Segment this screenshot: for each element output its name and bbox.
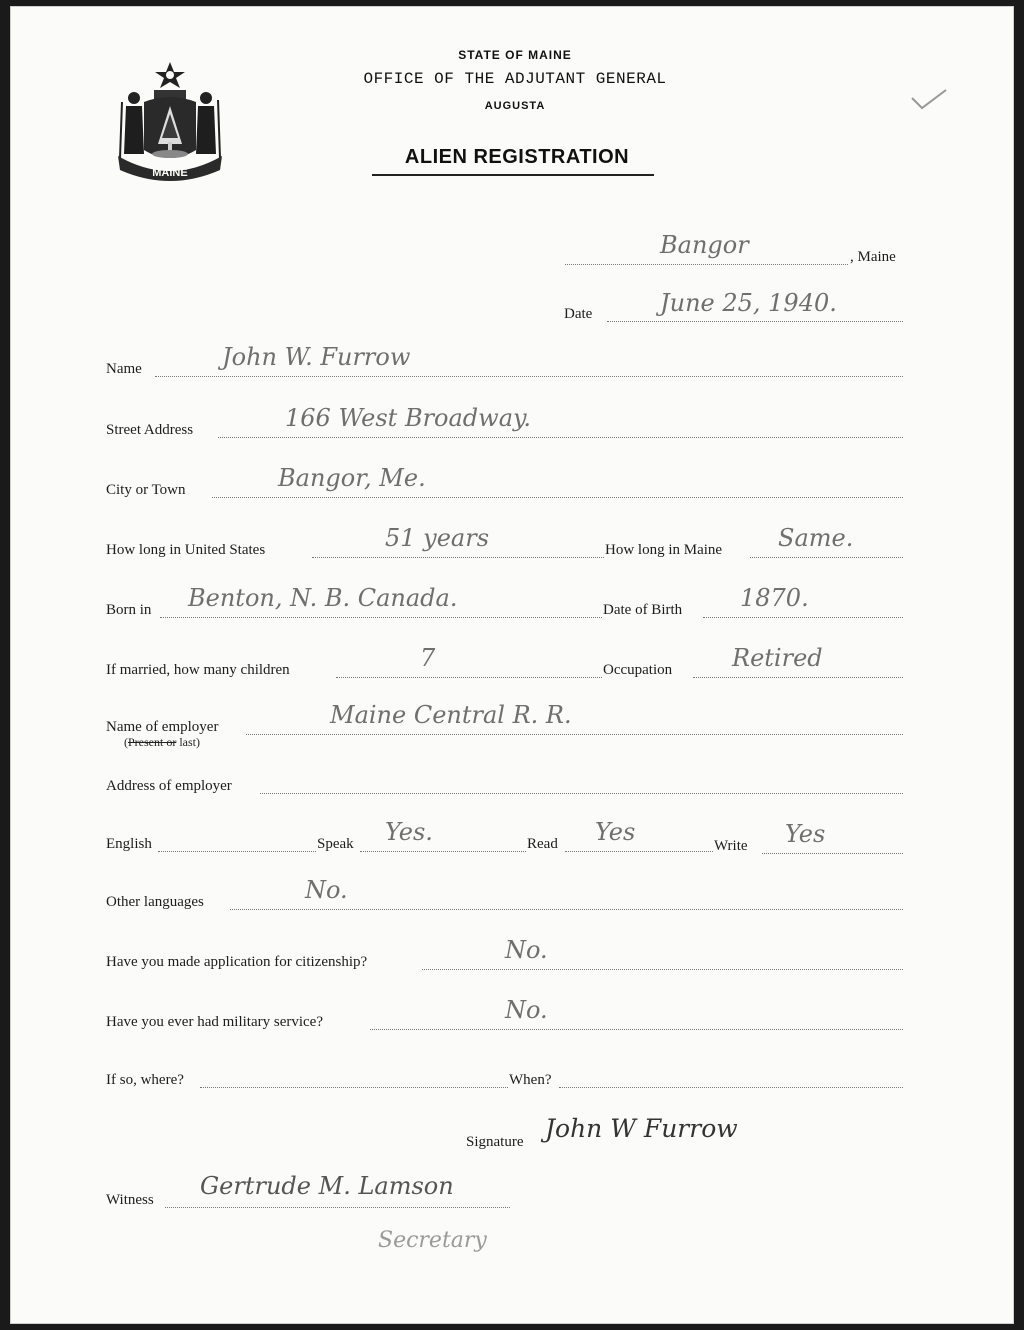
write-value: Yes — [785, 820, 826, 848]
employer-note: (Present or last) — [124, 735, 200, 749]
place-suffix: , Maine — [850, 249, 896, 265]
other-languages-label: Other languages — [106, 894, 204, 910]
dob-line — [703, 617, 903, 618]
when-label: When? — [509, 1072, 552, 1088]
citizenship-label: Have you made application for citizenship? — [106, 954, 368, 970]
witness-line — [165, 1207, 510, 1208]
military-line — [370, 1029, 903, 1030]
name-value: John W. Furrow — [222, 343, 411, 371]
speak-value: Yes. — [385, 818, 433, 846]
place-value: Bangor — [660, 231, 749, 259]
us-duration-line — [312, 557, 604, 558]
name-label: Name — [106, 361, 142, 377]
occupation-value: Retired — [732, 644, 823, 672]
english-line — [158, 851, 316, 852]
name-line — [155, 376, 903, 377]
dob-label: Date of Birth — [603, 602, 683, 618]
birthplace-line — [160, 617, 602, 618]
street-value: 166 West Broadway. — [285, 404, 532, 432]
citizenship-line — [422, 969, 903, 970]
dob-value: 1870. — [740, 584, 809, 612]
maine-duration-line — [750, 557, 903, 558]
where-label: If so, where? — [106, 1072, 184, 1088]
where-line — [200, 1087, 508, 1088]
date-value: June 25, 1940. — [660, 289, 837, 317]
occupation-line — [693, 677, 903, 678]
occupation-label: Occupation — [603, 662, 673, 678]
header-office: OFFICE OF THE ADJUTANT GENERAL — [363, 70, 667, 88]
city-label: City or Town — [106, 482, 186, 498]
read-line — [565, 851, 713, 852]
children-line — [336, 677, 602, 678]
title-underline — [372, 174, 654, 176]
us-duration-value: 51 years — [385, 524, 490, 552]
military-label: Have you ever had military service? — [106, 1014, 323, 1030]
registration-form-page — [10, 6, 1014, 1324]
street-line — [218, 437, 903, 438]
header-state: STATE OF MAINE — [458, 48, 572, 62]
city-value: Bangor, Me. — [278, 464, 426, 492]
other-languages-line — [230, 909, 903, 910]
check-mark-icon — [908, 86, 950, 112]
employer-note-struck: Present or — [128, 735, 177, 749]
place-line — [565, 264, 848, 265]
write-line — [762, 853, 903, 854]
children-label: If married, how many children — [106, 662, 290, 678]
us-duration-label: How long in United States — [106, 542, 266, 558]
read-value: Yes — [595, 818, 636, 846]
maine-state-seal-icon — [114, 58, 226, 188]
employer-address-label: Address of employer — [106, 778, 232, 794]
employer-value: Maine Central R. R. — [330, 701, 572, 729]
employer-label: Name of employer — [106, 719, 219, 735]
other-languages-value: No. — [305, 876, 348, 904]
employer-line — [246, 734, 903, 735]
witness-title: Secretary — [378, 1228, 487, 1253]
city-line — [212, 497, 903, 498]
read-label: Read — [527, 836, 558, 852]
birthplace-value: Benton, N. B. Canada. — [188, 584, 458, 612]
form-title: ALIEN REGISTRATION — [404, 146, 630, 168]
witness-value: Gertrude M. Lamson — [200, 1172, 454, 1200]
signature-label: Signature — [466, 1134, 524, 1150]
witness-label: Witness — [106, 1192, 154, 1208]
speak-line — [360, 851, 526, 852]
date-label: Date — [564, 306, 593, 322]
military-value: No. — [505, 996, 548, 1024]
birthplace-label: Born in — [106, 602, 152, 618]
english-label: English — [106, 836, 152, 852]
seal-banner-text: MAINE — [152, 167, 188, 179]
speak-label: Speak — [317, 836, 354, 852]
maine-duration-value: Same. — [778, 524, 854, 552]
when-line — [559, 1087, 903, 1088]
employer-address-line — [260, 793, 903, 794]
header-city: AUGUSTA — [484, 100, 546, 112]
write-label: Write — [714, 838, 748, 854]
maine-duration-label: How long in Maine — [605, 542, 723, 558]
street-label: Street Address — [106, 422, 194, 438]
children-value: 7 — [420, 644, 436, 672]
date-line — [607, 321, 903, 322]
signature-value: John W Furrow — [545, 1114, 738, 1143]
citizenship-value: No. — [505, 936, 548, 964]
